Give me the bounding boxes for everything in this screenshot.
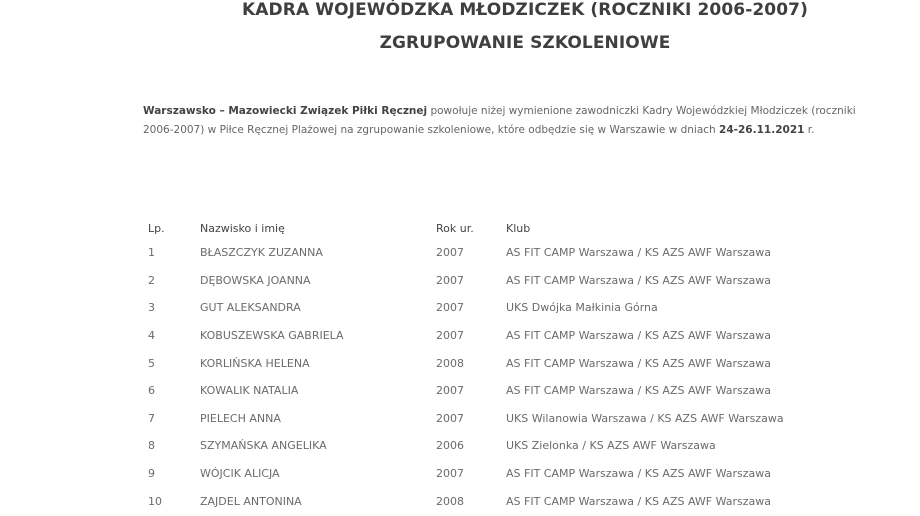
cell-name: GUT ALEKSANDRA	[200, 301, 301, 315]
table-header-row	[140, 217, 836, 239]
cell-name: WÓJCIK ALICJA	[200, 467, 280, 481]
table-row	[140, 487, 836, 515]
cell-club: AS FIT CAMP Warszawa / KS AZS AWF Warszawa	[506, 329, 772, 343]
header-name: Nazwisko i imię	[200, 221, 285, 235]
cell-name: BŁASZCZYK ZUZANNA	[200, 246, 323, 260]
cell-lp: 10	[148, 494, 162, 508]
table-row	[140, 377, 836, 405]
intro-text: powołuje niżej wymienione zawodniczki Kadry Wojewódzkiej Młodziczek (roczniki 2006-2007) w Piłce Ręcznej Plażowej na zgrupowanie szkoleniowe, które odbędzie się w Warszawie w dniach	[143, 105, 856, 136]
table-row	[140, 239, 836, 267]
table-row	[140, 405, 836, 433]
cell-club: AS FIT CAMP Warszawa / KS AZS AWF Warszawa	[506, 246, 772, 260]
cell-lp: 6	[148, 384, 155, 398]
roster-table	[140, 217, 836, 515]
cell-lp: 3	[148, 301, 155, 315]
cell-club: AS FIT CAMP Warszawa / KS AZS AWF Warszawa	[506, 356, 772, 370]
header-club: Klub	[506, 221, 531, 235]
cell-year: 2007	[436, 273, 464, 287]
cell-year: 2007	[436, 384, 464, 398]
cell-lp: 9	[148, 467, 155, 481]
cell-club: AS FIT CAMP Warszawa / KS AZS AWF Warszawa	[506, 273, 772, 287]
cell-club: AS FIT CAMP Warszawa / KS AZS AWF Warszawa	[506, 384, 772, 398]
cell-name: PIELECH ANNA	[200, 411, 281, 425]
intro-suffix: r.	[804, 124, 815, 136]
cell-name: SZYMAŃSKA ANGELIKA	[200, 439, 327, 453]
cell-year: 2006	[436, 439, 464, 453]
page-subtitle: ZGRUPOWANIE SZKOLENIOWE	[379, 33, 671, 53]
cell-club: UKS Zielonka / KS AZS AWF Warszawa	[506, 439, 716, 453]
cell-lp: 1	[148, 246, 155, 260]
cell-year: 2008	[436, 356, 464, 370]
cell-year: 2007	[436, 301, 464, 315]
table-row	[140, 349, 836, 377]
cell-club: UKS Wilanowia Warszawa / KS AZS AWF Warszawa	[506, 411, 784, 425]
cell-year: 2007	[436, 329, 464, 343]
cell-year: 2008	[436, 494, 464, 508]
cell-name: KOWALIK NATALIA	[200, 384, 299, 398]
cell-lp: 5	[148, 356, 155, 370]
cell-name: ZAJDEL ANTONINA	[200, 494, 302, 508]
intro-paragraph	[143, 102, 873, 140]
table-row	[140, 460, 836, 488]
intro-organization: Warszawsko – Mazowiecki Związek Piłki Ręcznej	[143, 105, 428, 117]
cell-name: DĘBOWSKA JOANNA	[200, 273, 311, 287]
intro-dates: 24-26.11.2021	[719, 124, 805, 136]
header-year: Rok ur.	[436, 221, 474, 235]
cell-club: AS FIT CAMP Warszawa / KS AZS AWF Warszawa	[506, 494, 772, 508]
table-row	[140, 294, 836, 322]
cell-name: KORLIŃSKA HELENA	[200, 356, 310, 370]
cell-year: 2007	[436, 411, 464, 425]
table-body	[140, 239, 836, 515]
page-title: KADRA WOJEWÓDZKA MŁODZICZEK (ROCZNIKI 2006-2007)	[242, 0, 808, 20]
table-row	[140, 267, 836, 295]
header-lp: Lp.	[148, 221, 165, 235]
cell-club: AS FIT CAMP Warszawa / KS AZS AWF Warszawa	[506, 467, 772, 481]
cell-year: 2007	[436, 246, 464, 260]
table-row	[140, 432, 836, 460]
table-row	[140, 322, 836, 350]
cell-club: UKS Dwójka Małkinia Górna	[506, 301, 658, 315]
cell-lp: 7	[148, 411, 155, 425]
cell-year: 2007	[436, 467, 464, 481]
cell-lp: 8	[148, 439, 155, 453]
cell-lp: 4	[148, 329, 155, 343]
cell-name: KOBUSZEWSKA GABRIELA	[200, 329, 344, 343]
cell-lp: 2	[148, 273, 155, 287]
